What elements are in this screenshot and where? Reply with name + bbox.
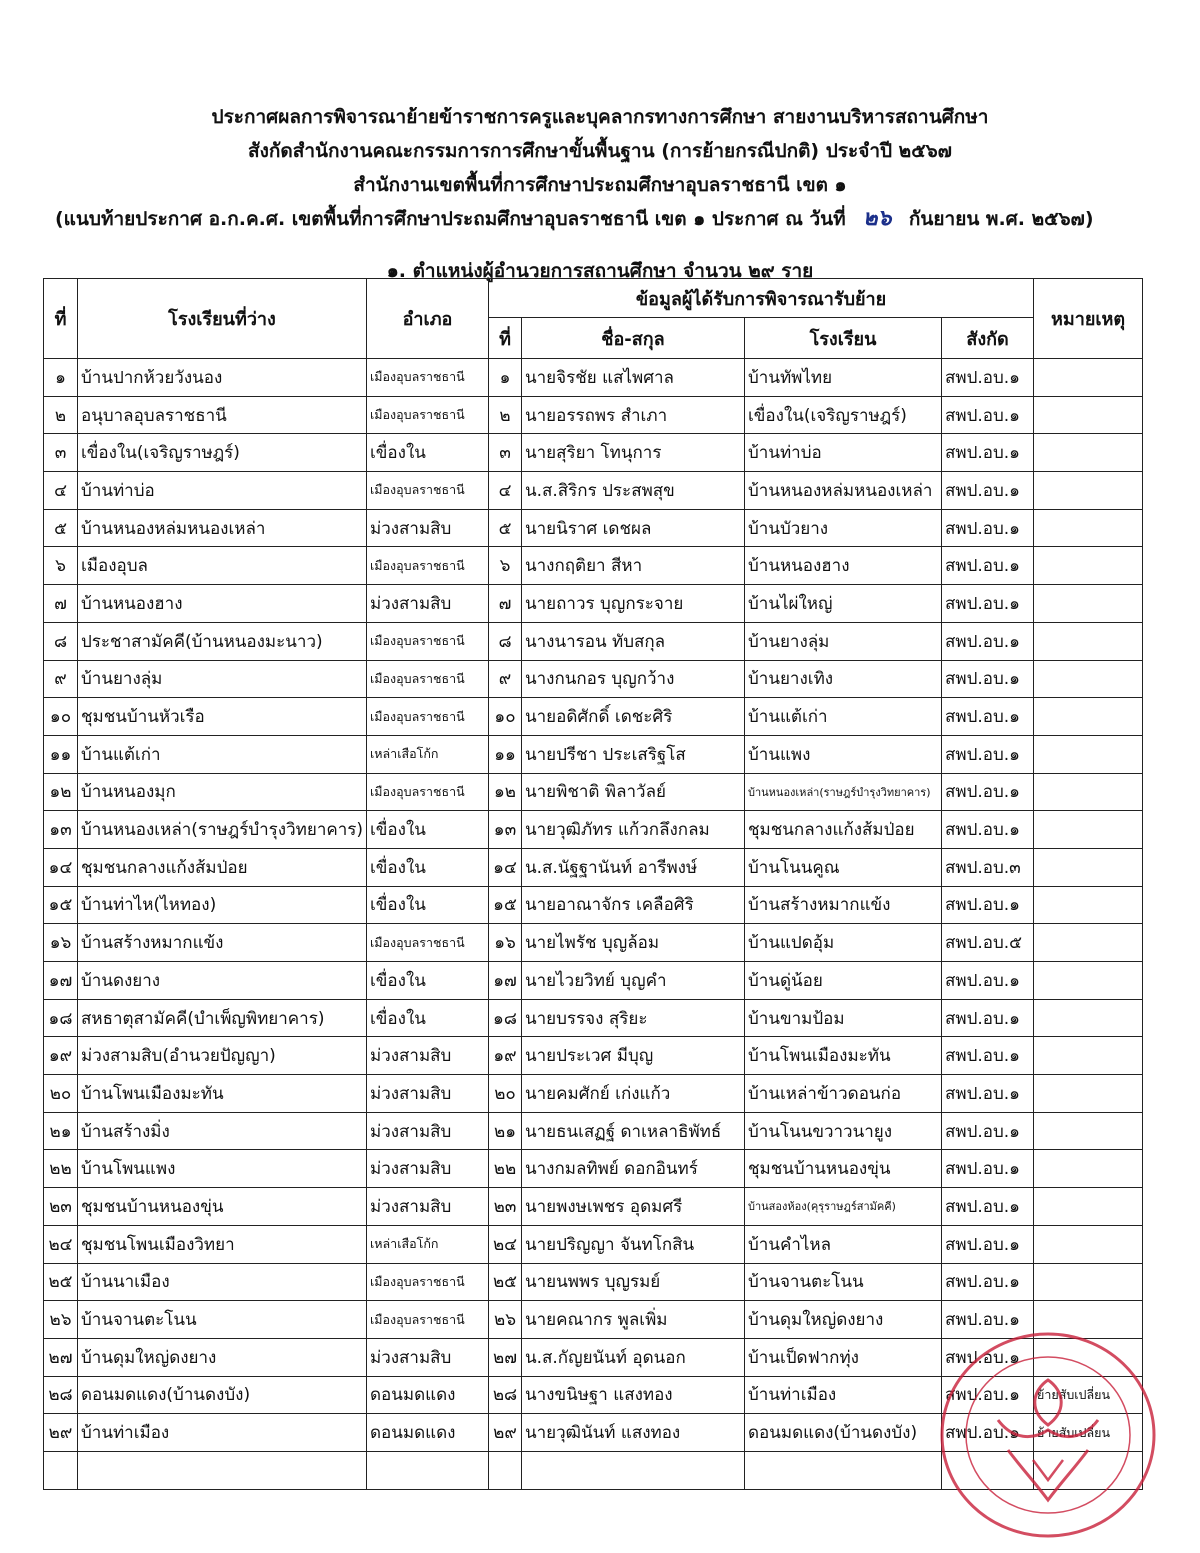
cell-school: บ้านหนองฮาง	[78, 585, 367, 623]
cell-office: สพป.อบ.๑	[942, 1075, 1034, 1113]
cell-remark	[1034, 811, 1143, 849]
cell-district: เมืองอุบลราชธานี	[367, 472, 489, 510]
cell-remark	[1034, 509, 1143, 547]
cell-remark	[1034, 773, 1143, 811]
cell-district: เมืองอุบลราชธานี	[367, 359, 489, 397]
cell-office: สพป.อบ.๑	[942, 1376, 1034, 1414]
cell-name: นางกนกอร บุญกว้าง	[522, 660, 745, 698]
cell-district: ม่วงสามสิบ	[367, 1112, 489, 1150]
table-row	[44, 735, 1143, 773]
cell-from-school: บ้านสองห้อง(คุรุราษฎร์สามัคคี)	[745, 1188, 942, 1226]
cell-school: บ้านแต้เก่า	[78, 735, 367, 773]
cell-no: ๑๒	[44, 773, 78, 811]
col-header-district: อำเภอ	[367, 279, 489, 359]
cell-district: เมืองอุบลราชธานี	[367, 622, 489, 660]
cell-remark	[1034, 1263, 1143, 1301]
cell-from-school: บ้านบัวยาง	[745, 509, 942, 547]
cell-sub-no: ๕	[489, 509, 522, 547]
cell-name: นายปรีชา ประเสริฐโส	[522, 735, 745, 773]
table-row	[44, 962, 1143, 1000]
cell-office: สพป.อบ.๑	[942, 1150, 1034, 1188]
cell-from-school: บ้านไผ่ใหญ่	[745, 585, 942, 623]
cell-office: สพป.อบ.๑	[942, 509, 1034, 547]
cell-sub-no: ๒	[489, 396, 522, 434]
cell-school: บ้านโพนเมืองมะทัน	[78, 1075, 367, 1113]
cell-no: ๑๕	[44, 886, 78, 924]
cell-from-school: บ้านดุมใหญ่ดงยาง	[745, 1301, 942, 1339]
cell-name: นายจิรชัย แสไพศาล	[522, 359, 745, 397]
table-row	[44, 509, 1143, 547]
cell-no: ๗	[44, 585, 78, 623]
cell-name: นายนิราศ เดชผล	[522, 509, 745, 547]
cell-remark	[1034, 1225, 1143, 1263]
cell-from-school: เขื่องใน(เจริญราษฎร์)	[745, 396, 942, 434]
cell-sub-no: ๒๓	[489, 1188, 522, 1226]
col-header-school: โรงเรียนที่ว่าง	[78, 279, 367, 359]
cell-remark	[1034, 1112, 1143, 1150]
cell-district: ม่วงสามสิบ	[367, 1188, 489, 1226]
cell-no: ๑๑	[44, 735, 78, 773]
cell-no: ๔	[44, 472, 78, 510]
cell-district: ดอนมดแดง	[367, 1376, 489, 1414]
cell-from-school: บ้านเป็ดฟากทุ่ง	[745, 1338, 942, 1376]
cell-from-school: บ้านจานตะโนน	[745, 1263, 942, 1301]
empty-cell	[489, 1451, 522, 1489]
cell-remark	[1034, 848, 1143, 886]
cell-district: เหล่าเสือโก้ก	[367, 735, 489, 773]
cell-school: ชุมชนโพนเมืองวิทยา	[78, 1225, 367, 1263]
cell-remark	[1034, 962, 1143, 1000]
cell-sub-no: ๖	[489, 547, 522, 585]
cell-remark	[1034, 735, 1143, 773]
cell-office: สพป.อบ.๑	[942, 1188, 1034, 1226]
cell-sub-no: ๒๗	[489, 1338, 522, 1376]
cell-no: ๒๘	[44, 1376, 78, 1414]
cell-remark	[1034, 472, 1143, 510]
empty-cell	[1034, 1451, 1143, 1489]
cell-office: สพป.อบ.๑	[942, 698, 1034, 736]
cell-from-school: บ้านแพง	[745, 735, 942, 773]
table-row	[44, 472, 1143, 510]
cell-district: เมืองอุบลราชธานี	[367, 660, 489, 698]
cell-sub-no: ๑๙	[489, 1037, 522, 1075]
table-row	[44, 886, 1143, 924]
cell-district: เขื่องใน	[367, 811, 489, 849]
cell-sub-no: ๑๑	[489, 735, 522, 773]
cell-from-school: บ้านแปดอุ้ม	[745, 924, 942, 962]
col-header-remark: หมายเหตุ	[1034, 279, 1143, 359]
cell-sub-no: ๒๒	[489, 1150, 522, 1188]
cell-no: ๒๓	[44, 1188, 78, 1226]
cell-district: เมืองอุบลราชธานี	[367, 1263, 489, 1301]
cell-district: เมืองอุบลราชธานี	[367, 547, 489, 585]
cell-school: บ้านนาเมือง	[78, 1263, 367, 1301]
table-title: ๑. ตำแหน่งผู้อำนวยการสถานศึกษา จำนวน ๒๙ ราย	[386, 260, 814, 282]
cell-name: นายวุฒินันท์ แสงทอง	[522, 1414, 745, 1452]
cell-name: นางกฤติยา สีหา	[522, 547, 745, 585]
table-row	[44, 1263, 1143, 1301]
cell-from-school: บ้านคำไหล	[745, 1225, 942, 1263]
cell-from-school: บ้านแต้เก่า	[745, 698, 942, 736]
cell-district: ม่วงสามสิบ	[367, 509, 489, 547]
cell-district: เขื่องใน	[367, 962, 489, 1000]
cell-office: สพป.อบ.๑	[942, 886, 1034, 924]
cell-name: น.ส.กัญยนันท์ อุดนอก	[522, 1338, 745, 1376]
cell-school: ชุมชนกลางแก้งส้มป่อย	[78, 848, 367, 886]
empty-cell	[44, 1451, 78, 1489]
cell-office: สพป.อบ.๑	[942, 359, 1034, 397]
cell-school: เขื่องใน(เจริญราษฎร์)	[78, 434, 367, 472]
table-row	[44, 1338, 1143, 1376]
cell-name: นายประเวศ มีบุญ	[522, 1037, 745, 1075]
cell-sub-no: ๗	[489, 585, 522, 623]
table-row	[44, 1037, 1143, 1075]
cell-name: นายอรรถพร สำเภา	[522, 396, 745, 434]
cell-from-school: บ้านโนนคูณ	[745, 848, 942, 886]
cell-district: เขื่องใน	[367, 434, 489, 472]
cell-from-school: บ้านท่าบ่อ	[745, 434, 942, 472]
cell-no: ๒๖	[44, 1301, 78, 1339]
cell-no: ๒๕	[44, 1263, 78, 1301]
cell-from-school: บ้านหนองเหล่า(ราษฎร์บำรุงวิทยาคาร)	[745, 773, 942, 811]
cell-school: บ้านปากห้วยวังนอง	[78, 359, 367, 397]
cell-school: บ้านยางลุ่ม	[78, 660, 367, 698]
cell-no: ๓	[44, 434, 78, 472]
header-line-2: สังกัดสำนักงานคณะกรรมการการศึกษาขั้นพื้นฐาน (การย้ายกรณีปกติ) ประจำปี ๒๕๖๗	[248, 140, 952, 162]
cell-sub-no: ๒๙	[489, 1414, 522, 1452]
cell-sub-no: ๑๓	[489, 811, 522, 849]
cell-name: นายนพพร บุญรมย์	[522, 1263, 745, 1301]
cell-office: สพป.อบ.๑	[942, 622, 1034, 660]
cell-office: สพป.อบ.๑	[942, 773, 1034, 811]
header-line-4	[0, 202, 1200, 236]
cell-district: ม่วงสามสิบ	[367, 1338, 489, 1376]
cell-remark: ย้ายสับเปลี่ยน	[1034, 1376, 1143, 1414]
table-row	[44, 434, 1143, 472]
cell-name: นายธนเสฏฐ์ ดาเหลาธิพัทธ์	[522, 1112, 745, 1150]
cell-from-school: บ้านขามป้อม	[745, 999, 942, 1037]
table-row	[44, 924, 1143, 962]
table-row	[44, 1188, 1143, 1226]
cell-name: น.ส.นัฐฐานันท์ อารีพงษ์	[522, 848, 745, 886]
cell-name: นายสุริยา โทนุการ	[522, 434, 745, 472]
cell-remark	[1034, 1338, 1143, 1376]
cell-from-school: ชุมชนบ้านหนองขุ่น	[745, 1150, 942, 1188]
cell-district: เหล่าเสือโก้ก	[367, 1225, 489, 1263]
cell-school: บ้านหนองเหล่า(ราษฎร์บำรุงวิทยาคาร)	[78, 811, 367, 849]
cell-name: นายไวยวิทย์ บุญคำ	[522, 962, 745, 1000]
cell-remark	[1034, 622, 1143, 660]
cell-no: ๒๔	[44, 1225, 78, 1263]
cell-office: สพป.อบ.๑	[942, 999, 1034, 1037]
cell-office: สพป.อบ.๑	[942, 1414, 1034, 1452]
empty-row	[44, 1451, 1143, 1489]
table-row	[44, 848, 1143, 886]
cell-office: สพป.อบ.๑	[942, 660, 1034, 698]
cell-remark	[1034, 886, 1143, 924]
cell-remark	[1034, 359, 1143, 397]
header-line-4-prefix: (แนบท้ายประกาศ อ.ก.ค.ศ. เขตพื้นที่การศึกษาประถมศึกษาอุบลราชธานี เขต ๑ ประกาศ ณ วันที่	[55, 208, 846, 230]
cell-no: ๑๗	[44, 962, 78, 1000]
cell-school: บ้านโพนแพง	[78, 1150, 367, 1188]
cell-name: นายพงษเพชร อุดมศรี	[522, 1188, 745, 1226]
cell-district: เมืองอุบลราชธานี	[367, 924, 489, 962]
cell-sub-no: ๑๘	[489, 999, 522, 1037]
cell-remark	[1034, 999, 1143, 1037]
empty-cell	[78, 1451, 367, 1489]
cell-sub-no: ๓	[489, 434, 522, 472]
cell-school: ม่วงสามสิบ(อำนวยปัญญา)	[78, 1037, 367, 1075]
cell-district: ม่วงสามสิบ	[367, 1150, 489, 1188]
transfer-table	[43, 278, 1143, 1490]
table-row	[44, 660, 1143, 698]
cell-school: บ้านท่าเมือง	[78, 1414, 367, 1452]
cell-no: ๒	[44, 396, 78, 434]
cell-sub-no: ๙	[489, 660, 522, 698]
cell-remark	[1034, 434, 1143, 472]
cell-from-school: บ้านท่าเมือง	[745, 1376, 942, 1414]
cell-office: สพป.อบ.๑	[942, 1112, 1034, 1150]
cell-district: เขื่องใน	[367, 886, 489, 924]
header-line-4-suffix: กันยายน พ.ศ. ๒๕๖๗)	[908, 208, 1094, 230]
col-header-from-school: โรงเรียน	[745, 318, 942, 359]
cell-office: สพป.อบ.๑	[942, 735, 1034, 773]
cell-from-school: บ้านโพนเมืองมะทัน	[745, 1037, 942, 1075]
cell-no: ๑๙	[44, 1037, 78, 1075]
cell-name: นายวุฒิภัทร แก้วกลึงกลม	[522, 811, 745, 849]
cell-district: เมืองอุบลราชธานี	[367, 1301, 489, 1339]
cell-office: สพป.อบ.๑	[942, 1037, 1034, 1075]
table-row	[44, 1112, 1143, 1150]
cell-from-school: ดอนมดแดง(บ้านดงบัง)	[745, 1414, 942, 1452]
table-row	[44, 698, 1143, 736]
cell-remark	[1034, 547, 1143, 585]
cell-from-school: บ้านหนองหล่มหนองเหล่า	[745, 472, 942, 510]
cell-no: ๑๘	[44, 999, 78, 1037]
cell-school: อนุบาลอุบลราชธานี	[78, 396, 367, 434]
cell-school: บ้านสร้างมิ่ง	[78, 1112, 367, 1150]
cell-no: ๘	[44, 622, 78, 660]
empty-cell	[522, 1451, 745, 1489]
col-header-office: สังกัด	[942, 318, 1034, 359]
cell-no: ๒๗	[44, 1338, 78, 1376]
cell-school: บ้านหนองหล่มหนองเหล่า	[78, 509, 367, 547]
cell-remark	[1034, 585, 1143, 623]
cell-name: นายถาวร บุญกระจาย	[522, 585, 745, 623]
table-row	[44, 1075, 1143, 1113]
document-header	[0, 100, 1200, 236]
cell-office: สพป.อบ.๑	[942, 1263, 1034, 1301]
cell-sub-no: ๑	[489, 359, 522, 397]
cell-sub-no: ๑๗	[489, 962, 522, 1000]
cell-name: นายอาณาจักร เคลือศิริ	[522, 886, 745, 924]
cell-office: สพป.อบ.๕	[942, 924, 1034, 962]
cell-remark	[1034, 396, 1143, 434]
col-header-name: ชื่อ-สกุล	[522, 318, 745, 359]
handwritten-day: ๒๖	[863, 206, 892, 231]
cell-school: ดอนมดแดง(บ้านดงบัง)	[78, 1376, 367, 1414]
cell-school: สหธาตุสามัคคี(บำเพ็ญพิทยาคาร)	[78, 999, 367, 1037]
cell-office: สพป.อบ.๑	[942, 962, 1034, 1000]
cell-remark	[1034, 1188, 1143, 1226]
cell-no: ๑	[44, 359, 78, 397]
cell-district: เมืองอุบลราชธานี	[367, 773, 489, 811]
table-row	[44, 811, 1143, 849]
cell-office: สพป.อบ.๑	[942, 1225, 1034, 1263]
table-row	[44, 1376, 1143, 1414]
cell-from-school: บ้านยางเทิง	[745, 660, 942, 698]
table-row	[44, 1150, 1143, 1188]
table-row	[44, 359, 1143, 397]
cell-name: นายคณากร พูลเพิ่ม	[522, 1301, 745, 1339]
table-body	[44, 359, 1143, 1490]
empty-cell	[745, 1451, 942, 1489]
table-row	[44, 547, 1143, 585]
cell-name: นายบรรจง สุริยะ	[522, 999, 745, 1037]
cell-school: ชุมชนบ้านหนองขุ่น	[78, 1188, 367, 1226]
cell-district: ม่วงสามสิบ	[367, 585, 489, 623]
table-row	[44, 773, 1143, 811]
cell-school: บ้านดุมใหญ่ดงยาง	[78, 1338, 367, 1376]
cell-remark	[1034, 924, 1143, 962]
cell-district: เขื่องใน	[367, 999, 489, 1037]
cell-remark	[1034, 1037, 1143, 1075]
cell-school: บ้านหนองมุก	[78, 773, 367, 811]
cell-office: สพป.อบ.๑	[942, 547, 1034, 585]
cell-no: ๙	[44, 660, 78, 698]
cell-no: ๒๐	[44, 1075, 78, 1113]
cell-sub-no: ๑๒	[489, 773, 522, 811]
cell-sub-no: ๒๖	[489, 1301, 522, 1339]
cell-office: สพป.อบ.๑	[942, 472, 1034, 510]
cell-name: นางกมลทิพย์ ดอกอินทร์	[522, 1150, 745, 1188]
empty-cell	[942, 1451, 1034, 1489]
cell-from-school: บ้านยางลุ่ม	[745, 622, 942, 660]
cell-no: ๖	[44, 547, 78, 585]
cell-school: บ้านท่าบ่อ	[78, 472, 367, 510]
cell-school: เมืองอุบล	[78, 547, 367, 585]
cell-remark	[1034, 660, 1143, 698]
cell-office: สพป.อบ.๑	[942, 396, 1034, 434]
cell-district: ดอนมดแดง	[367, 1414, 489, 1452]
empty-cell	[367, 1451, 489, 1489]
col-header-no: ที่	[44, 279, 78, 359]
cell-from-school: บ้านเหล่าข้าวดอนก่อ	[745, 1075, 942, 1113]
cell-name: นายปริญญา จันทโกสิน	[522, 1225, 745, 1263]
cell-sub-no: ๒๕	[489, 1263, 522, 1301]
cell-sub-no: ๔	[489, 472, 522, 510]
cell-district: เมืองอุบลราชธานี	[367, 698, 489, 736]
cell-remark	[1034, 1150, 1143, 1188]
cell-sub-no: ๘	[489, 622, 522, 660]
cell-no: ๑๔	[44, 848, 78, 886]
cell-from-school: บ้านดู่น้อย	[745, 962, 942, 1000]
cell-remark	[1034, 1075, 1143, 1113]
cell-sub-no: ๑๐	[489, 698, 522, 736]
cell-office: สพป.อบ.๑	[942, 1301, 1034, 1339]
cell-school: บ้านจานตะโนน	[78, 1301, 367, 1339]
cell-remark	[1034, 1301, 1143, 1339]
cell-district: เขื่องใน	[367, 848, 489, 886]
table-row	[44, 1225, 1143, 1263]
table-row	[44, 396, 1143, 434]
cell-school: ประชาสามัคคี(บ้านหนองมะนาว)	[78, 622, 367, 660]
cell-office: สพป.อบ.๑	[942, 434, 1034, 472]
header-line-3: สำนักงานเขตพื้นที่การศึกษาประถมศึกษาอุบลราชธานี เขต ๑	[353, 174, 847, 196]
cell-no: ๒๒	[44, 1150, 78, 1188]
cell-district: เมืองอุบลราชธานี	[367, 396, 489, 434]
cell-name: นายพิชาติ พิลาวัลย์	[522, 773, 745, 811]
cell-sub-no: ๒๔	[489, 1225, 522, 1263]
cell-no: ๒๑	[44, 1112, 78, 1150]
cell-district: ม่วงสามสิบ	[367, 1075, 489, 1113]
table-row	[44, 1414, 1143, 1452]
cell-from-school: ชุมชนกลางแก้งส้มป่อย	[745, 811, 942, 849]
col-header-sub-no: ที่	[489, 318, 522, 359]
cell-sub-no: ๒๑	[489, 1112, 522, 1150]
table-row	[44, 622, 1143, 660]
cell-remark	[1034, 698, 1143, 736]
cell-office: สพป.อบ.๑	[942, 1338, 1034, 1376]
cell-name: นางขนิษฐา แสงทอง	[522, 1376, 745, 1414]
cell-sub-no: ๑๖	[489, 924, 522, 962]
cell-name: นายไพรัช บุญล้อม	[522, 924, 745, 962]
cell-office: สพป.อบ.๑	[942, 585, 1034, 623]
cell-no: ๒๙	[44, 1414, 78, 1452]
col-header-group: ข้อมูลผู้ได้รับการพิจารณารับย้าย	[489, 279, 1034, 318]
cell-office: สพป.อบ.๓	[942, 848, 1034, 886]
cell-name: นายอดิศักดิ์ เดชะศิริ	[522, 698, 745, 736]
cell-from-school: บ้านโนนขวาวนายูง	[745, 1112, 942, 1150]
cell-sub-no: ๒๘	[489, 1376, 522, 1414]
cell-sub-no: ๑๕	[489, 886, 522, 924]
cell-sub-no: ๑๔	[489, 848, 522, 886]
cell-no: ๑๖	[44, 924, 78, 962]
cell-sub-no: ๒๐	[489, 1075, 522, 1113]
cell-office: สพป.อบ.๑	[942, 811, 1034, 849]
cell-district: ม่วงสามสิบ	[367, 1037, 489, 1075]
cell-no: ๑๐	[44, 698, 78, 736]
table-row	[44, 585, 1143, 623]
cell-school: บ้านท่าไห(ไหทอง)	[78, 886, 367, 924]
cell-name: นางนารอน ทับสกุล	[522, 622, 745, 660]
table-row	[44, 1301, 1143, 1339]
cell-no: ๕	[44, 509, 78, 547]
cell-from-school: บ้านทัพไทย	[745, 359, 942, 397]
table-row	[44, 999, 1143, 1037]
cell-remark: ย้ายสับเปลี่ยน	[1034, 1414, 1143, 1452]
cell-from-school: บ้านสร้างหมากแข้ง	[745, 886, 942, 924]
cell-school: บ้านสร้างหมากแข้ง	[78, 924, 367, 962]
cell-school: บ้านดงยาง	[78, 962, 367, 1000]
cell-name: น.ส.สิริกร ประสพสุข	[522, 472, 745, 510]
cell-school: ชุมชนบ้านหัวเรือ	[78, 698, 367, 736]
cell-from-school: บ้านหนองฮาง	[745, 547, 942, 585]
cell-name: นายคมศักย์ เก่งแก้ว	[522, 1075, 745, 1113]
cell-no: ๑๓	[44, 811, 78, 849]
header-line-1: ประกาศผลการพิจารณาย้ายข้าราชการครูและบุคลากรทางการศึกษา สายงานบริหารสถานศึกษา	[211, 106, 989, 128]
